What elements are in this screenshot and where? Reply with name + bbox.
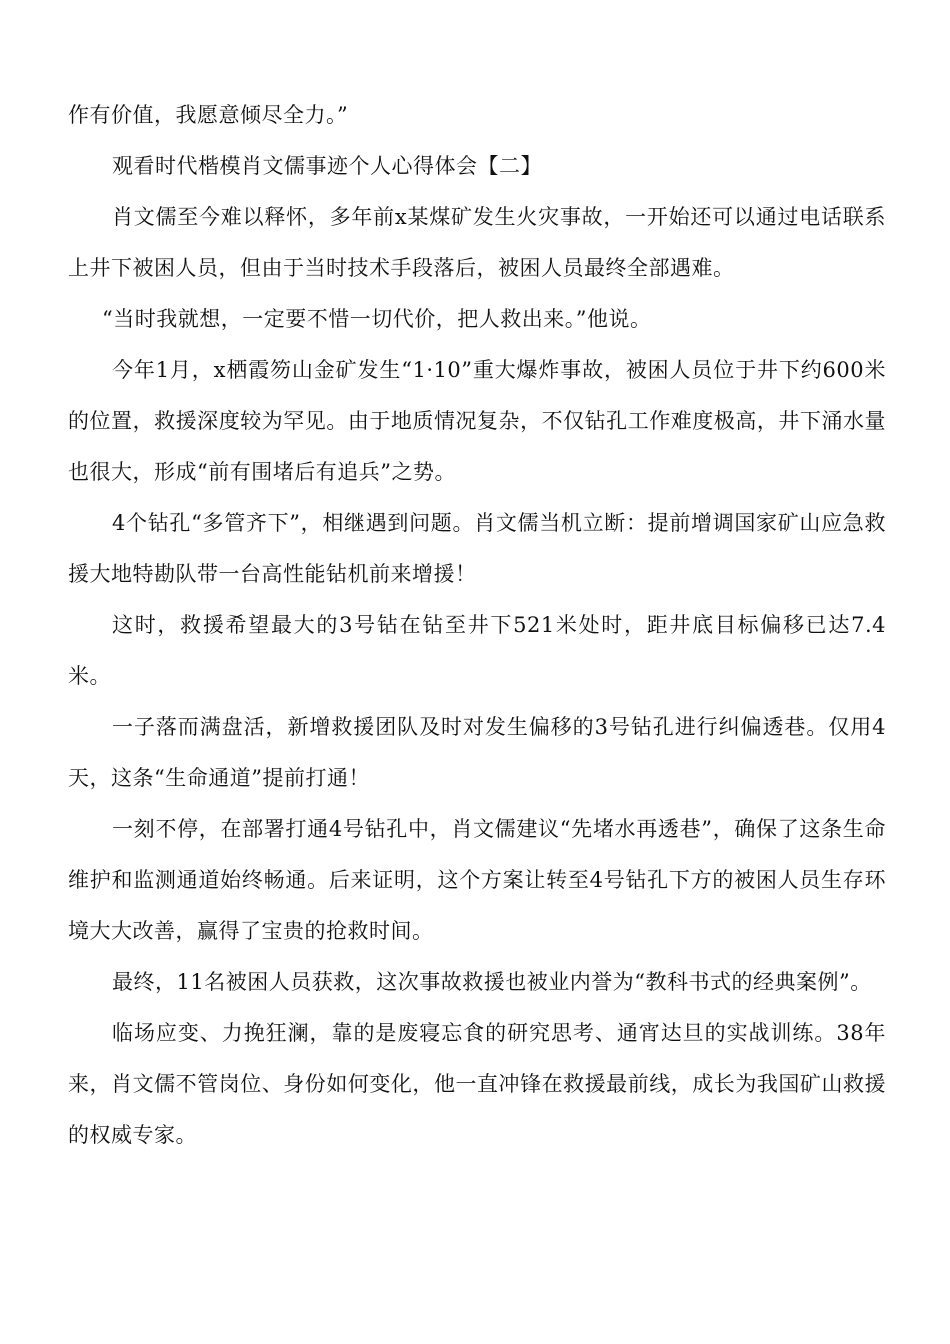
- paragraph: 一刻不停，在部署打通4号钻孔中，肖文儒建议“先堵水再透巷”，确保了这条生命维护和监测通道始终畅通。后来证明，这个方案让转至4号钻孔下方的被困人员生存环境大大改善，赢得了宝贵的抢救时间。: [68, 817, 886, 943]
- paragraph-quote: “当时我就想，一定要不惜一切代价，把人救出来。”他说。: [102, 307, 652, 331]
- paragraph: 今年1月，x栖霞笏山金矿发生“1·10”重大爆炸事故，被困人员位于井下约600米的位置，救援深度较为罕见。由于地质情况复杂，不仅钻孔工作难度极高，井下涌水量也很大，形成“前有围堵后有追兵”之势。: [68, 358, 886, 484]
- paragraph: 肖文儒至今难以释怀，多年前x某煤矿发生火灾事故，一开始还可以通过电话联系上井下被困人员，但由于当时技术手段落后，被困人员最终全部遇难。: [68, 205, 886, 280]
- paragraph: 最终，11名被困人员获救，这次事故救援也被业内誉为“教科书式的经典案例”。: [112, 970, 872, 994]
- paragraph: 这时，救援希望最大的3号钻在钻至井下521米处时，距井底目标偏移已达7.4米。: [68, 613, 886, 688]
- paragraph: 4个钻孔“多管齐下”，相继遇到问题。肖文儒当机立断：提前增调国家矿山应急救援大地特勘队带一台高性能钻机前来增援！: [68, 511, 886, 586]
- section-heading: 观看时代楷模肖文儒事迹个人心得体会【二】: [112, 154, 542, 178]
- paragraph: 临场应变、力挽狂澜，靠的是废寝忘食的研究思考、通宵达旦的实战训练。38年来，肖文儒不管岗位、身份如何变化，他一直冲锋在救援最前线，成长为我国矿山救援的权威专家。: [68, 1021, 886, 1147]
- paragraph: 一子落而满盘活，新增救援团队及时对发生偏移的3号钻孔进行纠偏透巷。仅用4天，这条“生命通道”提前打通！: [68, 715, 886, 790]
- document-page: [68, 90, 886, 1161]
- paragraph-continuation: 作有价值，我愿意倾尽全力。”: [68, 103, 349, 127]
